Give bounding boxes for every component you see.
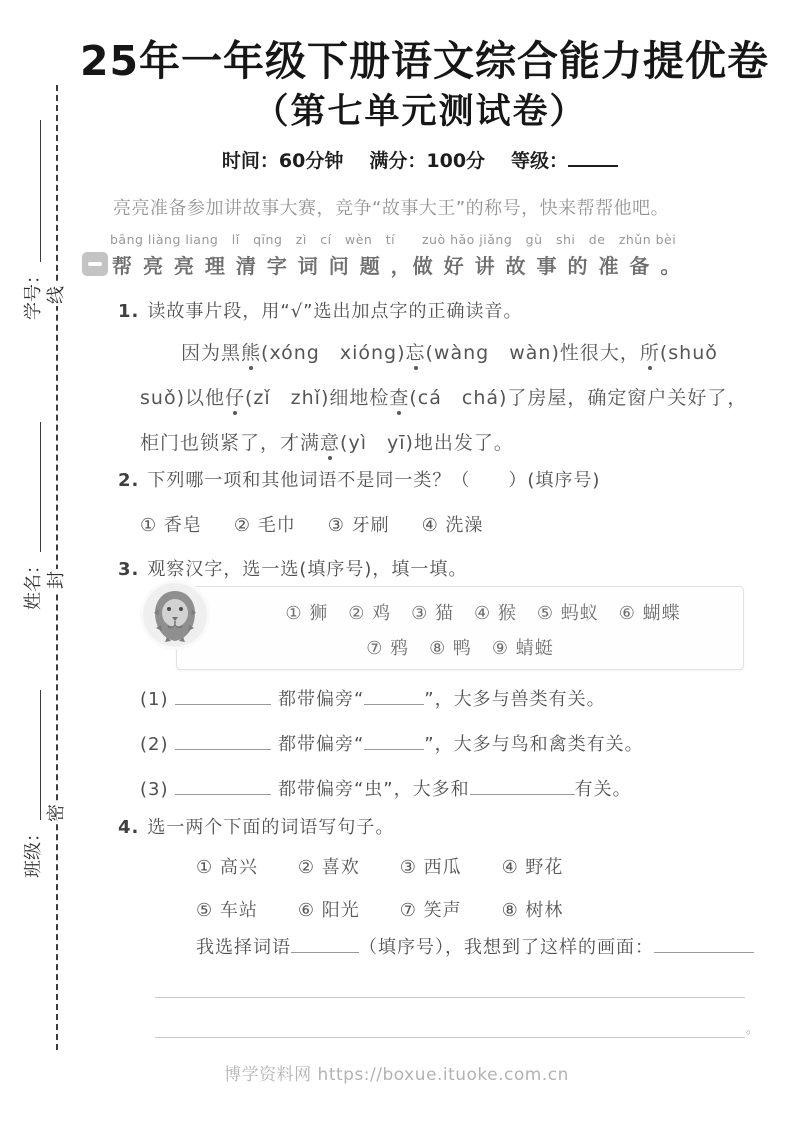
question-1: [118, 297, 523, 323]
question-3-number: 3.: [118, 559, 140, 580]
char-item: ⑤ 蚂蚁: [536, 603, 599, 624]
section-one-bar: [88, 262, 102, 266]
question-3-sub-1: (1) 都带偏旁“ ”，大多与兽类有关。: [140, 689, 606, 710]
question-1-prompt: 读故事片段，用“√”选出加点字的正确读音。: [147, 301, 523, 322]
class-blank: [36, 690, 41, 820]
answer-blank: [364, 689, 424, 705]
question-4-options-row-1: [196, 853, 563, 879]
dotted-char: 仔: [224, 387, 245, 409]
option-item: ③ 西瓜: [399, 857, 462, 878]
question-4: [118, 813, 394, 839]
question-3-prompt: 观察汉字，选一选(填序号)，填一填。: [147, 559, 468, 580]
dotted-char: 忘: [405, 342, 426, 364]
lion-icon: [143, 583, 207, 647]
dotted-char: 意: [320, 432, 341, 454]
char-item: ⑥ 蝴蝶: [618, 603, 681, 624]
student-id-label: 学号：: [23, 266, 44, 320]
story-line-3: 柜门也锁紧了，才满意(yì yī)地出发了。: [140, 432, 514, 454]
dotted-char: 熊: [241, 342, 262, 364]
option-item: ② 毛巾: [233, 515, 296, 536]
seal-char-seal: 封: [46, 571, 67, 589]
option-item: ④ 洗澡: [421, 515, 484, 536]
seal-char-line: 线: [46, 286, 67, 304]
option-item: ① 香皂: [140, 515, 202, 536]
question-3-sub-2: (2) 都带偏旁“ ”，大多与鸟和禽类有关。: [140, 734, 644, 755]
section-pinyin: bāng liàng liang lǐ qīng zì cí wèn tí zuò hǎo jiǎng gù shi de zhǔn bèi: [110, 232, 677, 247]
char-item: ⑦ 鸦: [366, 638, 410, 659]
question-4-sentence: 我选择词语 （填序号），我想到了这样的画面：: [196, 933, 754, 959]
question-4-number: 4.: [118, 817, 140, 838]
question-2-number: 2.: [118, 470, 140, 491]
question-3: [118, 555, 467, 581]
story-line-2: suǒ)以他仔(zǐ zhǐ)细地检查(cá chá)了房屋，确定窗户关好了，: [140, 387, 748, 409]
option-item: ⑥ 阳光: [297, 900, 360, 921]
question-3-sub-3: (3) 都带偏旁“虫”，大多和 有关。: [140, 779, 632, 800]
grade-blank: [568, 149, 618, 167]
option-item: ⑧ 树林: [501, 900, 564, 921]
character-box-row-1: [223, 599, 743, 625]
section-heading: 帮 亮 亮 理 清 字 词 问 题 ，做 好 讲 故 事 的 准 备 。: [112, 254, 683, 278]
class-field: [19, 690, 45, 878]
meta-score: 满分：100分: [369, 150, 486, 172]
char-item: ② 鸡: [348, 603, 392, 624]
option-item: ⑦ 笑声: [399, 900, 462, 921]
student-id-field: [19, 120, 45, 320]
paper-title: 25年一年级下册语文综合能力提优卷: [80, 37, 770, 85]
character-box: [176, 586, 744, 670]
answer-blank: [291, 937, 359, 953]
name-label: 姓名：: [23, 556, 44, 610]
answer-blank: [175, 689, 271, 705]
story-line-1: 因为黑熊(xóng xióng)忘(wàng wàn)性很大，所(shuǒ: [181, 342, 718, 364]
option-item: ③ 牙刷: [327, 515, 390, 536]
footer-watermark: 博学资料网 https://boxue.ituoke.com.cn: [224, 1065, 569, 1085]
answer-blank: [175, 734, 271, 750]
option-item: ② 喜欢: [297, 857, 360, 878]
char-item: ③ 猫: [411, 603, 454, 624]
dotted-char: 查: [389, 387, 410, 409]
char-item: ⑧ 鸭: [429, 638, 472, 659]
section-one-badge: [82, 252, 108, 276]
question-2: [118, 466, 600, 492]
name-field: [19, 422, 45, 610]
question-1-number: 1.: [118, 301, 140, 322]
question-2-prompt: 下列哪一项和其他词语不是同一类？（ ）(填序号): [147, 470, 601, 491]
writing-end-period: 。: [746, 1022, 760, 1037]
option-item: ⑤ 车站: [196, 900, 258, 921]
class-label: 班级：: [23, 824, 44, 878]
writing-line: [155, 997, 745, 998]
paper-meta: [80, 146, 760, 173]
seal-dashed-line: [56, 85, 58, 1050]
question-4-options-row-2: [196, 896, 563, 922]
question-2-options: [140, 511, 483, 537]
option-item: ① 高兴: [196, 857, 258, 878]
writing-line: [155, 1037, 745, 1038]
intro-text: 亮亮准备参加讲故事大赛，竞争“故事大王”的称号，快来帮帮他吧。: [113, 198, 670, 219]
answer-blank: [470, 779, 575, 795]
answer-blank: [654, 937, 754, 953]
character-box-row-2: [177, 634, 743, 660]
char-item: ⑨ 蜻蜓: [491, 638, 554, 659]
student-id-blank: [36, 120, 41, 262]
meta-grade: 等级：: [511, 146, 618, 173]
meta-time: 时间：60分钟: [221, 150, 344, 172]
answer-blank: [175, 779, 271, 795]
question-4-prompt: 选一两个下面的词语写句子。: [147, 817, 395, 838]
option-item: ④ 野花: [501, 857, 564, 878]
char-item: ④ 猴: [474, 603, 517, 624]
answer-blank: [364, 734, 424, 750]
paper-subtitle: （第七单元测试卷）: [253, 92, 587, 132]
dotted-char: 所: [639, 342, 660, 364]
char-item: ① 狮: [285, 603, 329, 624]
name-blank: [36, 422, 41, 552]
seal-char-secret: 密: [46, 804, 67, 822]
